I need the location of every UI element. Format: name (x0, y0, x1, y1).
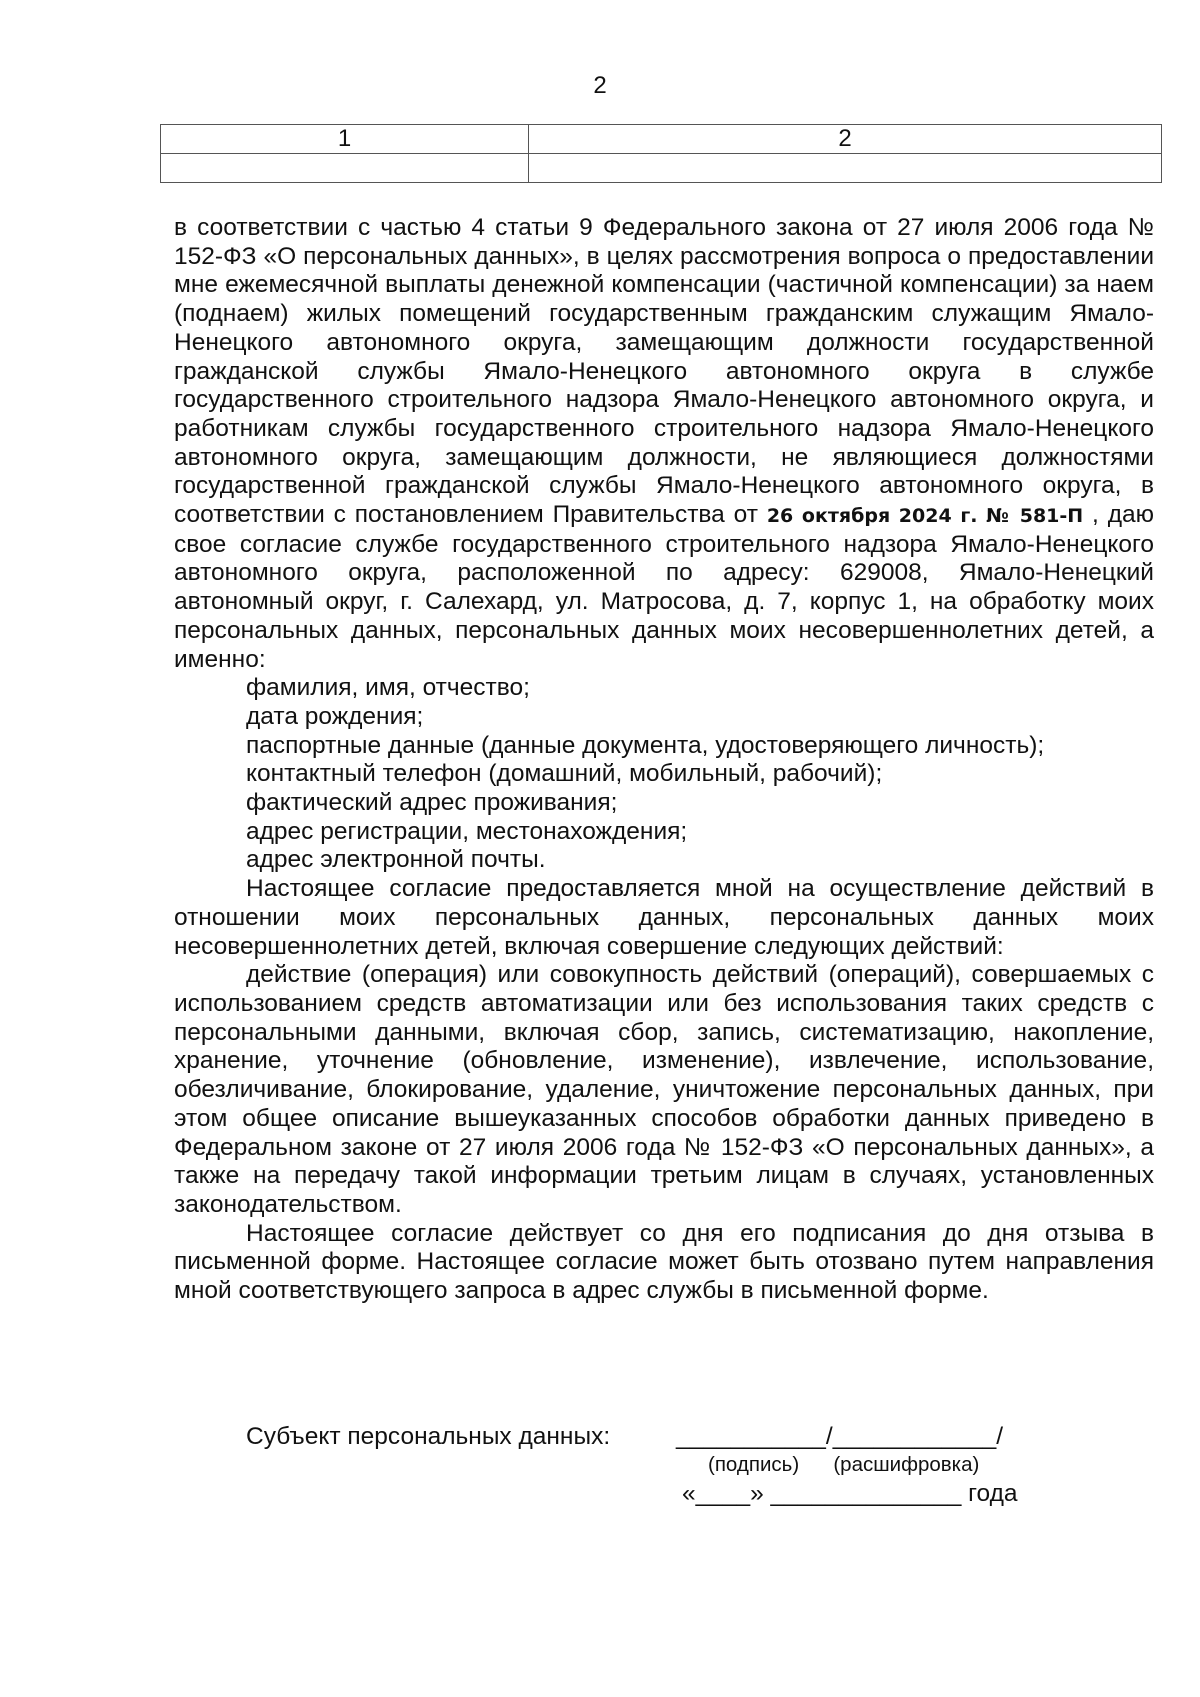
data-item-phone: контактный телефон (домашний, мобильный, рабочий); (246, 760, 883, 788)
signature-date-line[interactable]: «____» ______________ года (682, 1480, 1018, 1507)
table-header-row (161, 125, 1162, 154)
page-number: 2 (593, 72, 607, 99)
intro-text-b: , даю свое согласие службе государственного строительного надзора Ямало-Ненецкого автономного округа, расположенной по адресу: 629008, Ямало-Ненецкий автономный округ, г. Салехард, ул. Матросова, д. 7, корпус 1, на обработку моих персональных данных, персональных данных моих несовершеннолетних детей, а именно: (174, 501, 1155, 673)
data-item-full-name: фамилия, имя, отчество; (246, 674, 530, 702)
table-header-col-2: 2 (529, 125, 1162, 154)
table-empty-row (161, 154, 1162, 183)
intro-text-a: в соответствии с частью 4 статьи 9 Федерального закона от 27 июля 2006 года № 152-ФЗ «О персональных данных», в целях рассмотрения вопроса о предоставлении мне ежемесячной выплаты денежной компенсации (частичной компенсации) за наем (поднаем) жилых помещений государственным гражданским служащим Ямало-Ненецкого автономного округа, замещающим должности государственной гражданской службы Ямало-Ненецкого автономного округа в службе государственного строительного надзора Ямало-Ненецкого автономного округа, и работникам службы государственного строительного надзора Ямало-Ненецкого автономного округа, замещающим должности, не являющиеся должностями государственной гражданской службы Ямало-Ненецкого автономного округа, в соответствии с постановлением Правительства от (174, 214, 1154, 529)
table-header-col-1: 1 (161, 125, 529, 154)
signature-block (0, 1423, 1200, 1523)
table-empty-cell-1 (161, 154, 529, 183)
signature-captions (708, 1453, 979, 1477)
signature-label: Субъект персональных данных: (246, 1423, 611, 1450)
header-table (160, 124, 1162, 183)
validity-paragraph: Настоящее согласие действует со дня его подписания до дня отзыва в письменной форме. Настоящее согласие может быть отозвано путем направления мной соответствующего запроса в адрес службы в письменной форме. (174, 1219, 1154, 1305)
decree-stamp: 26 октября 2024 г. № 581-П (766, 505, 1084, 528)
data-item-birth-date: дата рождения; (246, 702, 424, 730)
intro-paragraph (174, 214, 1154, 674)
consent-actions-paragraph: Настоящее согласие предоставляется мной на осуществление действий в отношении моих персональных данных, персональных данных моих несовершеннолетних детей, включая совершение следующих действий: (174, 875, 1154, 960)
data-item-passport: паспортные данные (данные документа, удостоверяющего личность); (246, 731, 1045, 759)
actions-detail-paragraph: действие (операция) или совокупность действий (операций), совершаемых с использованием средств автоматизации или без использования таких средств с персональными данными, включая сбор, запись, систематизацию, накопление, хранение, уточнение (обновление, изменение), извлечение, использование, обезличивание, блокирование, удаление, уничтожение персональных данных, при этом общее описание вышеуказанных способов обработки данных приведено в Федеральном законе от 27 июля 2006 года № 152-ФЗ «О персональных данных», а также на передачу такой информации третьим лицам в случаях, установленных законодательством. (174, 961, 1154, 1218)
signature-lines[interactable]: ___________/____________/ (676, 1423, 1004, 1450)
data-item-registration-address: адрес регистрации, местонахождения; (246, 817, 688, 845)
document-body (174, 214, 1154, 1306)
data-item-email: адрес электронной почты. (246, 846, 546, 874)
data-item-actual-address: фактический адрес проживания; (246, 789, 618, 817)
table-empty-cell-2 (529, 154, 1162, 183)
caption-decoding: (расшифровка) (833, 1453, 980, 1476)
caption-signature: (подпись) (708, 1453, 800, 1476)
